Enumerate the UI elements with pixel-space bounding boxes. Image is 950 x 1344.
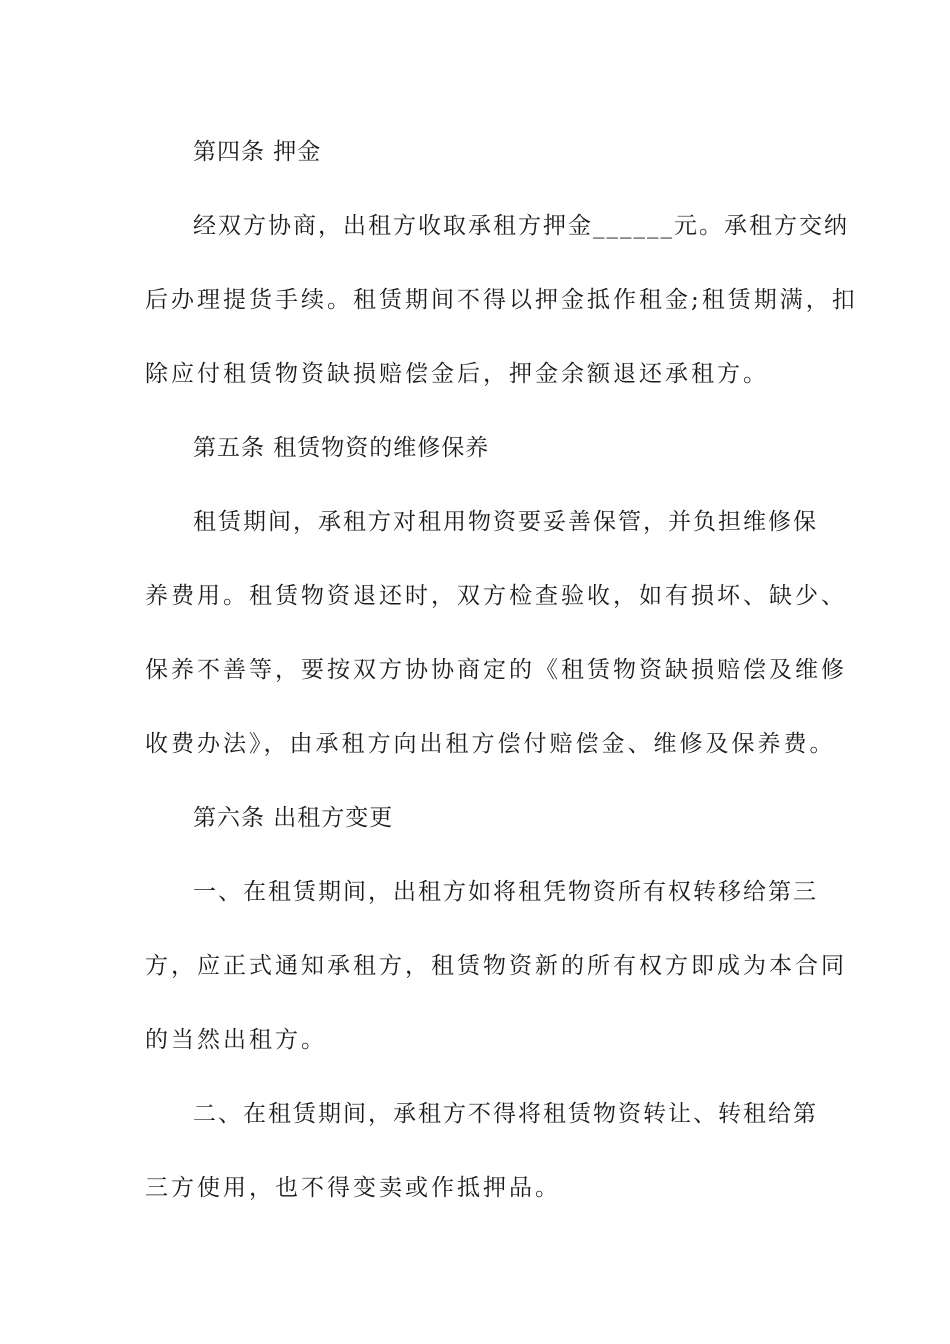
paragraph-line: 二、在租赁期间，承租方不得将租赁物资转让、转租给第 <box>193 1101 818 1127</box>
paragraph-line: 经双方协商，出租方收取承租方押金______元。承租方交纳 <box>193 213 849 239</box>
paragraph-line: 保养不善等，要按双方协协商定的《租赁物资缺损赔偿及维修 <box>145 657 847 683</box>
paragraph-line: 一、在租赁期间，出租方如将租凭物资所有权转移给第三 <box>193 879 818 905</box>
article-4-heading: 第四条 押金 <box>193 139 322 165</box>
paragraph-line: 的当然出租方。 <box>145 1027 327 1053</box>
article-5-heading: 第五条 租赁物资的维修保养 <box>193 435 490 461</box>
paragraph-line: 租赁期间，承租方对租用物资要妥善保管，并负担维修保 <box>193 509 818 535</box>
paragraph-line: 除应付租赁物资缺损赔偿金后，押金余额退还承租方。 <box>145 361 769 387</box>
paragraph-line: 方，应正式通知承租方，租赁物资新的所有权方即成为本合同 <box>145 953 847 979</box>
paragraph-line: 三方使用，也不得变卖或作抵押品。 <box>145 1175 561 1201</box>
paragraph-line: 后办理提货手续。租赁期间不得以押金抵作租金;租赁期满，扣 <box>145 287 858 313</box>
paragraph-line: 收费办法》，由承租方向出租方偿付赔偿金、维修及保养费。 <box>145 731 836 757</box>
article-6-heading: 第六条 出租方变更 <box>193 805 394 831</box>
paragraph-line: 养费用。租赁物资退还时，双方检查验收，如有损坏、缺少、 <box>145 583 847 609</box>
